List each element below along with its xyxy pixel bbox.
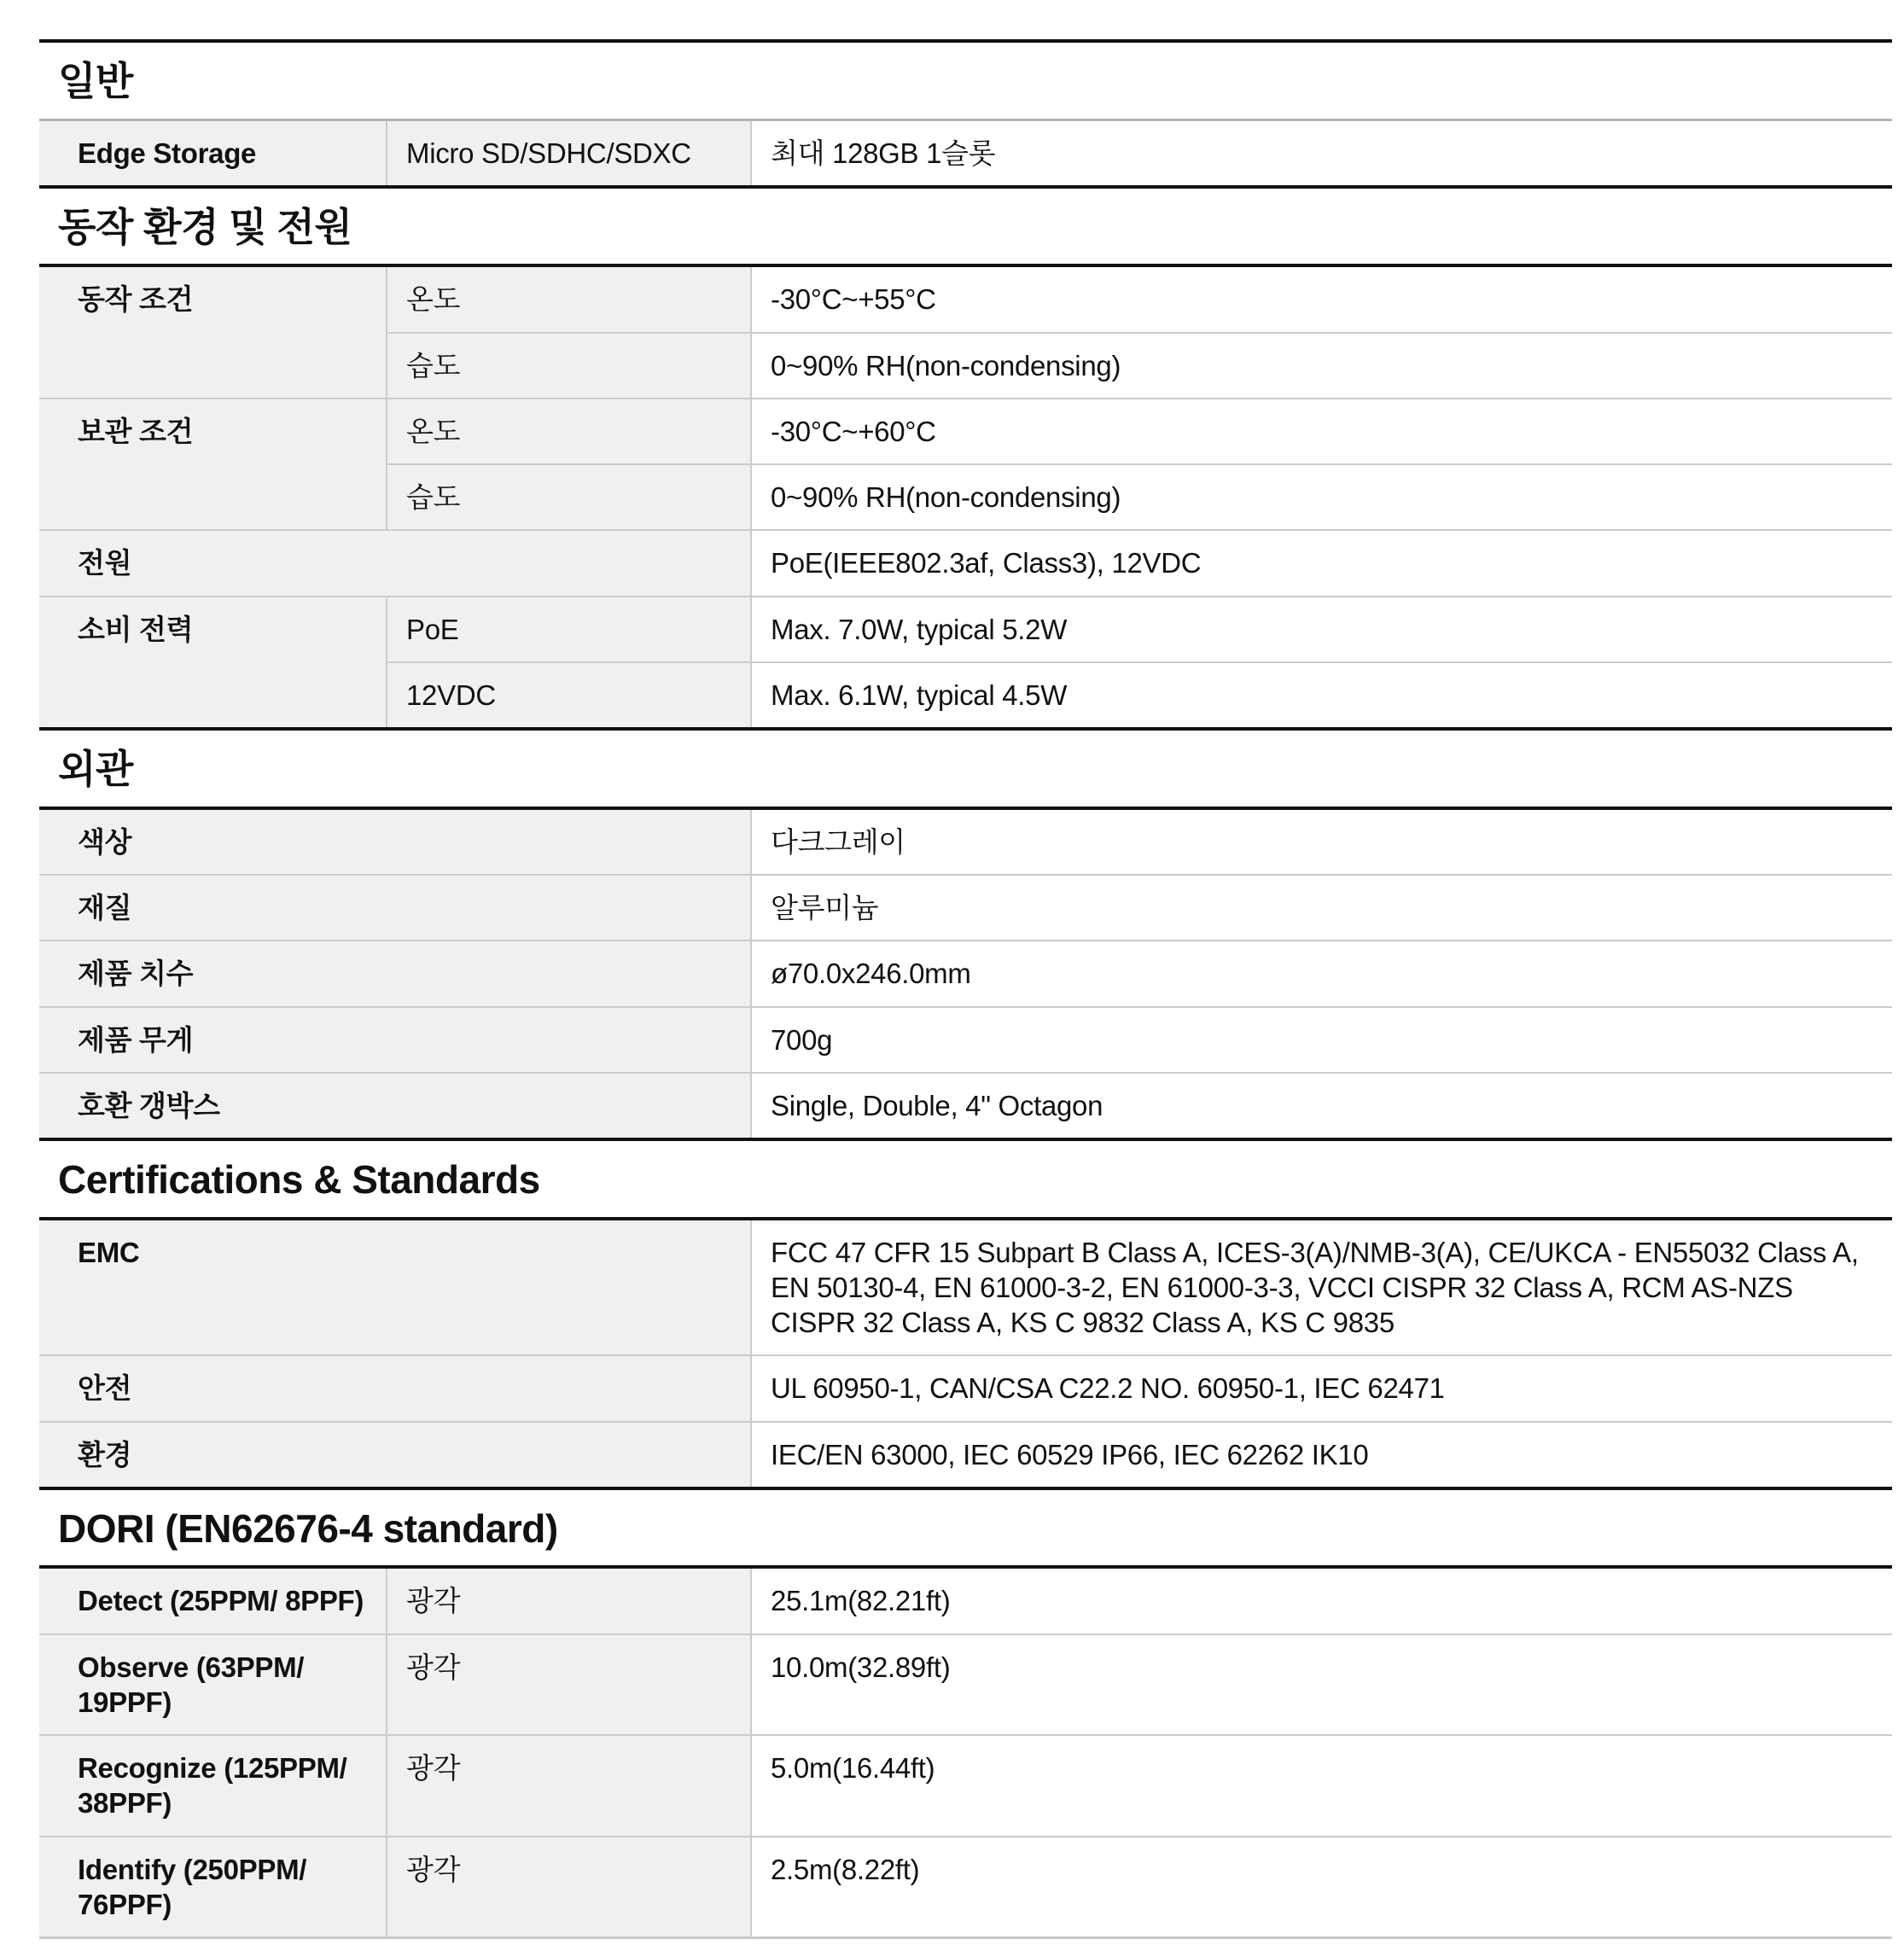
spec-sub-cell: 광각 (387, 1567, 751, 1633)
spec-value-cell: -30°C~+55°C (751, 265, 1892, 332)
spec-label-cell: Observe (63PPM/ 19PPF) (39, 1634, 387, 1736)
spec-value-cell: 2.5m(8.22ft) (751, 1837, 1892, 1938)
spec-label-cell: 제품 치수 (39, 940, 751, 1006)
spec-sub-cell: 온도 (387, 399, 751, 464)
spec-label-cell: Identify (250PPM/ 76PPF) (39, 1837, 387, 1938)
spec-value-cell: ø70.0x246.0mm (751, 940, 1892, 1006)
spec-label-cell: 제품 무게 (39, 1007, 751, 1073)
table-row (39, 1355, 1892, 1421)
spec-value-cell: FCC 47 CFR 15 Subpart B Class A, ICES-3(A)/NMB-3(A), CE/UKCA - EN55032 Class A, EN 50130-4, EN 61000-3-2, EN 61000-3-3, VCCI CISPR 32 Class A, RCM AS-NZS CISPR 32 Class A, KS C 9832 Class A, KS C 9835 (751, 1219, 1892, 1356)
spec-sub-cell: Micro SD/SDHC/SDXC (387, 119, 751, 187)
spec-sub-cell: 습도 (387, 333, 751, 399)
spec-value-cell: -30°C~+60°C (751, 399, 1892, 464)
spec-value-cell: PoE(IEEE802.3af, Class3), 12VDC (751, 530, 1892, 596)
spec-label-cell: EMC (39, 1219, 751, 1356)
table-row (39, 530, 1892, 596)
table-row (39, 1422, 1892, 1488)
spec-label-cell: 재질 (39, 875, 751, 940)
table-row (39, 119, 1892, 187)
spec-value-cell: Max. 7.0W, typical 5.2W (751, 597, 1892, 662)
table-row (39, 808, 1892, 875)
section-heading-dori: DORI (EN62676-4 standard) (58, 1505, 558, 1551)
spec-label-cell: 소비 전력 (39, 597, 387, 730)
table-row (39, 1567, 1892, 1633)
table-row (39, 940, 1892, 1006)
spec-label-cell: 환경 (39, 1422, 751, 1488)
spec-label-cell: 호환 갱박스 (39, 1073, 751, 1139)
spec-label-cell: 안전 (39, 1355, 751, 1421)
spec-sub-cell: 광각 (387, 1837, 751, 1938)
section-heading-environment-power: 동작 환경 및 전원 (58, 204, 352, 249)
spec-value-cell: 0~90% RH(non-condensing) (751, 464, 1892, 530)
spec-value-cell: 알루미늄 (751, 875, 1892, 940)
spec-label-cell: 동작 조건 (39, 265, 387, 399)
spec-sub-cell: PoE (387, 597, 751, 662)
table-row (39, 875, 1892, 940)
spec-sub-cell: 12VDC (387, 662, 751, 729)
table-row (39, 1073, 1892, 1139)
table-row (39, 1219, 1892, 1356)
table-row (39, 1735, 1892, 1837)
spec-table-dori (39, 1565, 1892, 1939)
spec-sub-cell: 광각 (387, 1634, 751, 1736)
spec-table-environment-power (39, 264, 1892, 731)
table-row (39, 1007, 1892, 1073)
spec-label-cell: Edge Storage (39, 119, 387, 187)
section-heading-certifications: Certifications & Standards (58, 1157, 540, 1203)
spec-value-cell: 25.1m(82.21ft) (751, 1567, 1892, 1633)
spec-value-cell: 10.0m(32.89ft) (751, 1634, 1892, 1736)
section-heading-appearance: 외관 (58, 747, 133, 792)
spec-table-general (39, 119, 1892, 189)
spec-value-cell: 최대 128GB 1슬롯 (751, 119, 1892, 187)
section-heading-general: 일반 (58, 59, 133, 103)
spec-sub-cell: 온도 (387, 265, 751, 332)
section-environment-power (39, 189, 1892, 731)
spec-value-cell: UL 60950-1, CAN/CSA C22.2 NO. 60950-1, IEC 62471 (751, 1355, 1892, 1421)
spec-value-cell: Max. 6.1W, typical 4.5W (751, 662, 1892, 729)
table-row (39, 1634, 1892, 1736)
spec-label-cell: 보관 조건 (39, 399, 387, 531)
spec-table-appearance (39, 807, 1892, 1141)
table-row (39, 265, 1892, 332)
spec-label-cell: 색상 (39, 808, 751, 875)
section-certifications (39, 1141, 1892, 1490)
spec-value-cell: IEC/EN 63000, IEC 60529 IP66, IEC 62262 IK10 (751, 1422, 1892, 1488)
spec-sub-cell: 습도 (387, 464, 751, 530)
section-general (39, 43, 1892, 189)
spec-value-cell: Single, Double, 4" Octagon (751, 1073, 1892, 1139)
spec-label-cell: Recognize (125PPM/ 38PPF) (39, 1735, 387, 1837)
spec-value-cell: 다크그레이 (751, 808, 1892, 875)
section-dori (39, 1490, 1892, 1939)
spec-label-cell: Detect (25PPM/ 8PPF) (39, 1567, 387, 1633)
spec-label-cell: 전원 (39, 530, 751, 596)
spec-table-certifications (39, 1217, 1892, 1490)
section-appearance (39, 731, 1892, 1141)
table-row (39, 399, 1892, 464)
spec-value-cell: 0~90% RH(non-condensing) (751, 333, 1892, 399)
spec-value-cell: 5.0m(16.44ft) (751, 1735, 1892, 1837)
table-row (39, 1837, 1892, 1938)
spec-value-cell: 700g (751, 1007, 1892, 1073)
table-row (39, 597, 1892, 662)
spec-sub-cell: 광각 (387, 1735, 751, 1837)
